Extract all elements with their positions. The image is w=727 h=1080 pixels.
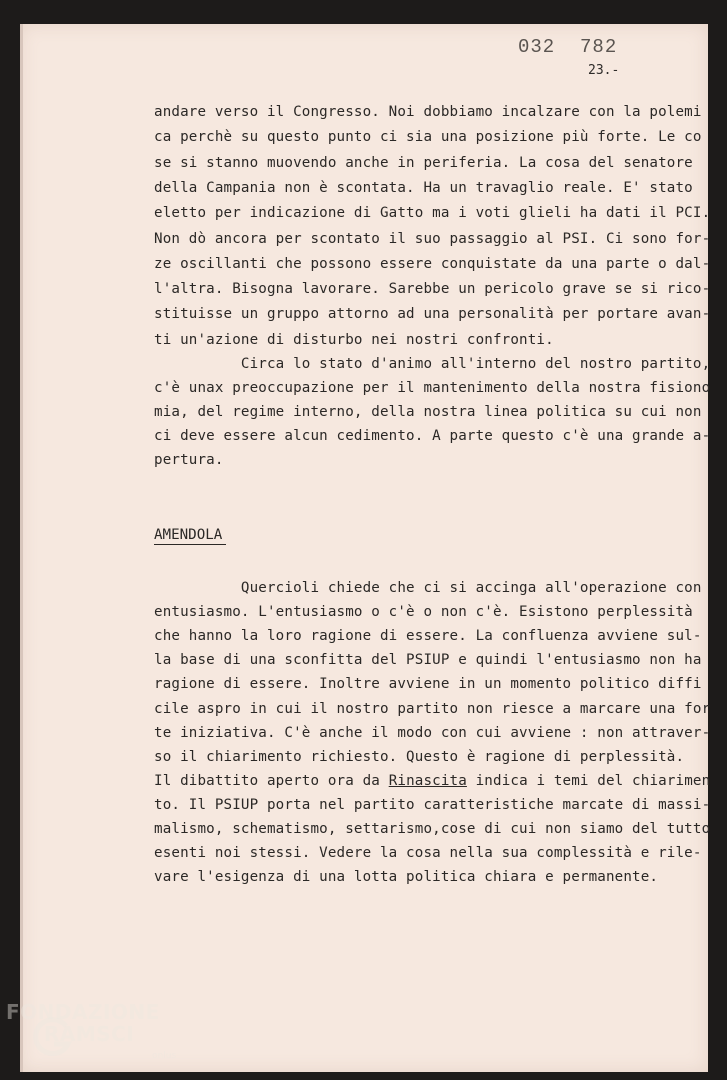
text-line: Non dò ancora per scontato il suo passaggio al PSI. Ci sono for- xyxy=(154,230,711,247)
text-line: mia, del regime interno, della nostra linea politica su cui non xyxy=(154,403,702,420)
page-edge xyxy=(20,24,23,1072)
text-line: ragione di essere. Inoltre avviene in un momento politico diffi xyxy=(154,676,702,693)
text-line: la base di una sconfitta del PSIUP e quindi l'entusiasmo non ha xyxy=(154,652,702,669)
heading-underline xyxy=(154,544,226,545)
page-number: 23.- xyxy=(588,63,620,78)
text-line: Il dibattito aperto ora da Rinascita indica i temi del chiarimen xyxy=(154,772,711,789)
text-line: Circa lo stato d'animo all'interno del nostro partito, xyxy=(154,356,711,372)
text-line: ze oscillanti che possono essere conquistate da una parte o dal- xyxy=(154,255,711,272)
text-line: pertura. xyxy=(154,451,224,468)
text-line: malismo, schematismo, settarismo,cose di cui non siamo del tutto xyxy=(154,821,711,837)
text-line: so il chiarimento richiesto. Questo è ragione di perplessità. xyxy=(154,748,685,765)
text-line: che hanno la loro ragione di essere. La confluenza avviene sul- xyxy=(154,628,702,645)
text-line: esenti noi stessi. Vedere la cosa nella sua complessità e rile- xyxy=(154,845,702,862)
text-line: ci deve essere alcun cedimento. A parte questo c'è una grande a- xyxy=(154,427,711,444)
text-line: l'altra. Bisogna lavorare. Sarebbe un pericolo grave se si rico- xyxy=(154,281,711,298)
text-line: entusiasmo. L'entusiasmo o c'è o non c'è. Esistono perplessità xyxy=(154,604,693,621)
text-line: andare verso il Congresso. Noi dobbiamo incalzare con la polemi xyxy=(154,104,702,120)
watermark-line-2: RAMSCI xyxy=(44,1022,135,1046)
text-line: della Campania non è scontata. Ha un travaglio reale. E' stato xyxy=(154,179,693,196)
text-line: vare l'esigenza di una lotta politica chiara e permanente. xyxy=(154,869,659,886)
text-line: c'è unax preoccupazione per il mantenimento della nostra fisiono xyxy=(154,379,711,396)
text-line: Quercioli chiede che ci si accinga all'operazione con xyxy=(154,580,702,596)
text-line: se si stanno muovendo anche in periferia. La cosa del senatore xyxy=(154,154,693,171)
text-line: eletto per indicazione di Gatto ma i voti glieli ha dati il PCI. xyxy=(154,205,711,222)
text-line: cile aspro in cui il nostro partito non riesce a marcare una for xyxy=(154,700,711,717)
watermark-line-1: FONDAZIONE xyxy=(6,1000,160,1024)
watermark-line-3: onlus xyxy=(152,1051,177,1061)
text-line: to. Il PSIUP porta nel partito caratteristiche marcate di massi- xyxy=(154,796,711,813)
text-line: ti un'azione di disturbo nei nostri confronti. xyxy=(154,331,554,348)
text-line: stituisse un gruppo attorno ad una personalità per portare avan- xyxy=(154,306,711,323)
archive-stamp-number: 032 782 xyxy=(518,36,618,58)
text-line: te iniziativa. C'è anche il modo con cui avviene : non attraver- xyxy=(154,724,711,741)
text-line: ca perchè su questo punto ci sia una posizione più forte. Le co xyxy=(154,129,702,146)
underlined-title: Rinascita xyxy=(388,772,467,789)
section-heading: AMENDOLA xyxy=(154,527,223,543)
